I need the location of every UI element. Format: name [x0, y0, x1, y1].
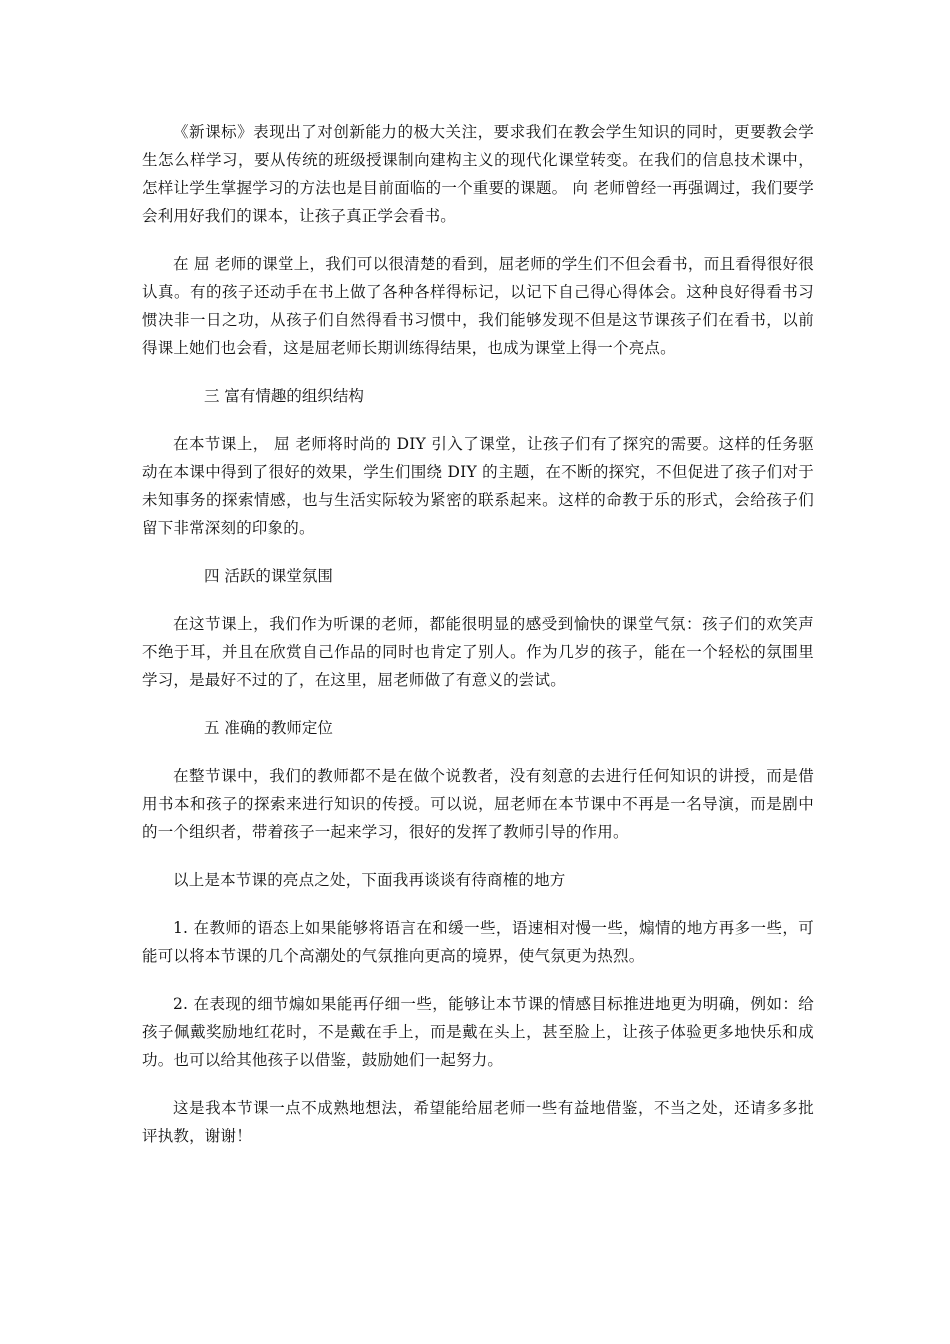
paragraph-new-curriculum: 《新课标》表现出了对创新能力的极大关注，要求我们在教会学生知识的同时，更要教会学生怎么样学习，要从传统的班级授课制向建构主义的现代化课堂转变。在我们的信息技术课中，怎样让学生掌握学习的方法也是目前面临的一个重要的课题。 向 老师曾经一再强调过，我们要学会利用好我们的课本，让孩子真正学会看书。	[142, 123, 814, 225]
section-heading-5: 五 准确的教师定位	[204, 719, 333, 737]
paragraph-classroom-atmosphere: 在这节课上，我们作为听课的老师，都能很明显的感受到愉快的课堂气氛：孩子们的欢笑声不绝于耳，并且在欣赏自己作品的同时也肯定了别人。作为几岁的孩子，能在一个轻松的氛围里学习，是最好不过的了，在这里，屈老师做了有意义的尝试。	[142, 615, 814, 689]
paragraph-suggestion-2: 2. 在表现的细节煽如果能再仔细一些，能够让本节课的情感目标推进地更为明确，例如：给孩子佩戴奖励地红花时，不是戴在手上，而是戴在头上，甚至脸上，让孩子体验更多地快乐和成功。也可以给其他孩子以借鉴，鼓励她们一起努力。	[142, 995, 814, 1069]
section-heading-4: 四 活跃的课堂氛围	[204, 567, 333, 585]
document-body	[142, 118, 814, 1170]
paragraph-reading-habits: 在 屈 老师的课堂上，我们可以很清楚的看到，屈老师的学生们不但会看书，而且看得很好很认真。有的孩子还动手在书上做了各种各样得标记，以记下自己得心得体会。这种良好得看书习惯决非一日之功，从孩子们自然得看书习惯中，我们能够发现不但是这节课孩子们在看书，以前得课上她们也会看，这是屈老师长期训练得结果，也成为课堂上得一个亮点。	[142, 255, 814, 357]
paragraph-suggestion-1: 1. 在教师的语态上如果能够将语言在和缓一些，语速相对慢一些，煽情的地方再多一些，可能可以将本节课的几个高潮处的气氛推向更高的境界，使气氛更为热烈。	[142, 919, 814, 965]
section-heading-3: 三 富有情趣的组织结构	[204, 387, 364, 405]
paragraph-transition: 以上是本节课的亮点之处，下面我再谈谈有待商榷的地方	[173, 871, 566, 889]
paragraph-closing: 这是我本节课一点不成熟地想法，希望能给屈老师一些有益地借鉴，不当之处，还请多多批评执教，谢谢！	[142, 1099, 814, 1145]
paragraph-teacher-role: 在整节课中，我们的教师都不是在做个说教者，没有刻意的去进行任何知识的讲授，而是借用书本和孩子的探索来进行知识的传授。可以说，屈老师在本节课中不再是一名导演，而是剧中的一个组织者，带着孩子一起来学习，很好的发挥了教师引导的作用。	[142, 767, 814, 841]
paragraph-diy-structure: 在本节课上， 屈 老师将时尚的 DIY 引入了课堂，让孩子们有了探究的需要。这样的任务驱动在本课中得到了很好的效果，学生们围绕 DIY 的主题，在不断的探究，不但促进了孩子们对于未知事务的探索情感，也与生活实际较为紧密的联系起来。这样的命教于乐的形式，会给孩子们留下非常深刻的印象的。	[142, 435, 814, 537]
